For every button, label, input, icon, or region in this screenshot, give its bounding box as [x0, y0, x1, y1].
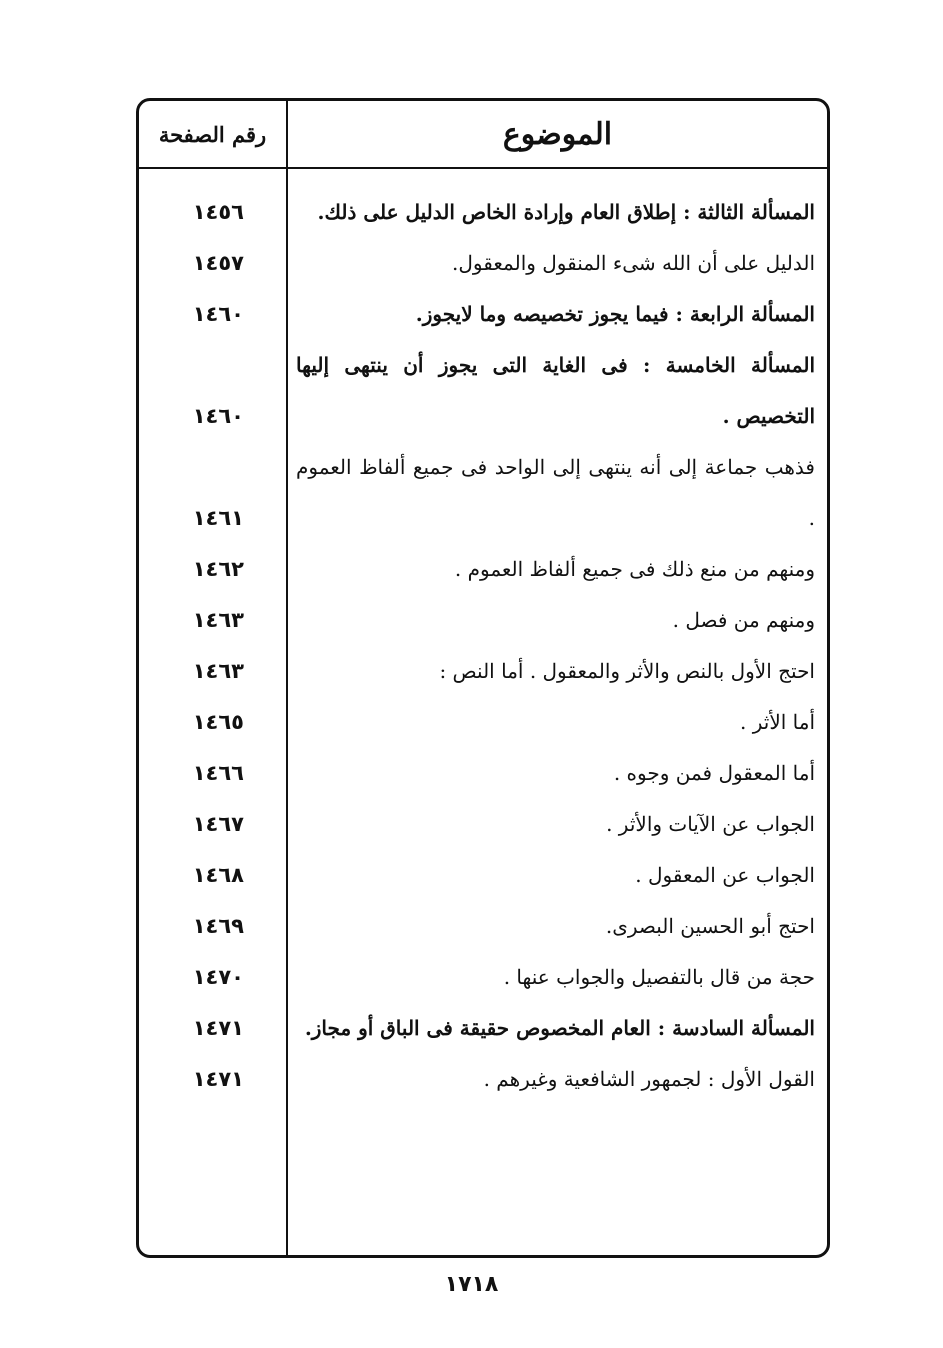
- index-row: [139, 340, 827, 442]
- index-page-number: ١٤٦٩: [192, 914, 244, 938]
- index-topic: الجواب عن الآيات والأثر .: [606, 812, 815, 836]
- index-topic: الجواب عن المعقول .: [635, 863, 815, 887]
- index-topic: حجة من قال بالتفصيل والجواب عنها .: [503, 965, 815, 989]
- index-page-number: ١٤٦٠: [192, 302, 244, 326]
- index-topic: فذهب جماعة إلى أنه ينتهى إلى الواحد فى جميع ألفاظ العموم .: [296, 455, 815, 530]
- index-table: [136, 98, 830, 1258]
- index-topic: المسألة الخامسة : فى الغاية التى يجوز أن ينتهى إليها التخصيص .: [296, 353, 815, 428]
- index-row: [139, 289, 827, 340]
- index-page-number: ١٤٦٦: [192, 761, 244, 785]
- index-page-number: ١٤٦١: [192, 506, 244, 530]
- index-rows: [139, 187, 827, 1105]
- index-page-number: ١٤٦٣: [192, 608, 244, 632]
- index-row: [139, 442, 827, 544]
- index-topic: احتج أبو الحسين البصرى.: [605, 914, 815, 938]
- index-page-number: ١٤٧١: [192, 1016, 244, 1040]
- index-topic: المسألة الثالثة : إطلاق العام وإرادة الخاص الدليل على ذلك.: [317, 200, 815, 224]
- index-topic: المسألة السادسة : العام المخصوص حقيقة فى الباق أو مجاز.: [304, 1016, 815, 1040]
- topic-column-header: الموضوع: [502, 116, 613, 152]
- page-number: ١٧١٨: [444, 1272, 499, 1297]
- index-row: [139, 901, 827, 952]
- index-row: [139, 1003, 827, 1054]
- index-row: [139, 646, 827, 697]
- index-page-number: ١٤٦٧: [192, 812, 244, 836]
- index-topic: القول الأول : لجمهور الشافعية وغيرهم .: [483, 1067, 815, 1091]
- index-row: [139, 595, 827, 646]
- index-page-number: ١٤٧١: [192, 1067, 244, 1091]
- header-divider: [139, 167, 827, 169]
- index-row: [139, 187, 827, 238]
- index-row: [139, 544, 827, 595]
- index-page-number: ١٤٦٢: [192, 557, 244, 581]
- index-topic: أما المعقول فمن وجوه .: [613, 761, 815, 785]
- index-row: [139, 952, 827, 1003]
- index-row: [139, 748, 827, 799]
- index-topic: احتج الأول بالنص والأثر والمعقول . أما النص :: [439, 659, 815, 683]
- index-page-number: ١٤٦٠: [192, 404, 244, 428]
- index-topic: الدليل على أن الله شىء المنقول والمعقول.: [452, 251, 815, 275]
- index-topic: المسألة الرابعة : فيما يجوز تخصيصه وما لايجوز.: [415, 302, 815, 326]
- index-topic: ومنهم من فصل .: [672, 608, 815, 632]
- index-page-number: ١٤٦٨: [192, 863, 244, 887]
- index-page-number: ١٤٧٠: [192, 965, 244, 989]
- index-page-number: ١٤٥٧: [192, 251, 244, 275]
- page-column-header: رقم الصفحة: [158, 121, 267, 147]
- index-page-number: ١٤٦٣: [192, 659, 244, 683]
- index-row: [139, 697, 827, 748]
- index-page-number: ١٤٦٥: [192, 710, 244, 734]
- index-topic: أما الأثر .: [740, 710, 815, 734]
- index-row: [139, 799, 827, 850]
- index-page-number: ١٤٥٦: [192, 200, 244, 224]
- index-row: [139, 1054, 827, 1105]
- index-row: [139, 238, 827, 289]
- index-row: [139, 850, 827, 901]
- index-topic: ومنهم من منع ذلك فى جميع ألفاظ العموم .: [454, 557, 815, 581]
